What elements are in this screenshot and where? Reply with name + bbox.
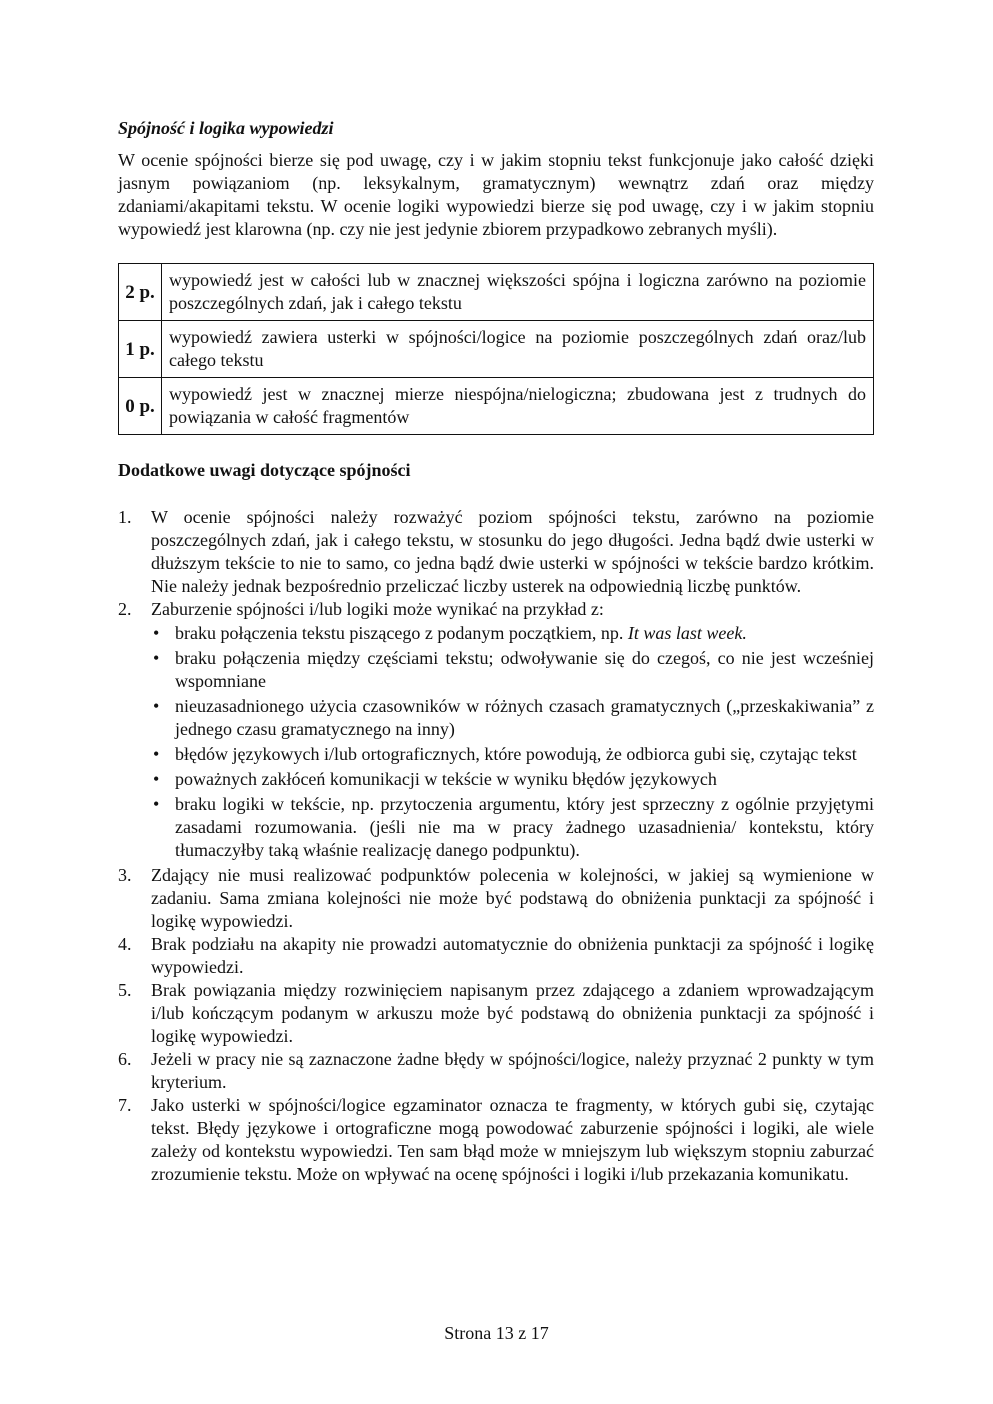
- item-number: 4.: [118, 934, 132, 954]
- bullet-icon: •: [153, 623, 160, 643]
- bullet-item: [151, 695, 874, 741]
- list-item: [118, 506, 874, 598]
- table-row: [119, 264, 874, 321]
- item-text: Brak powiązania między rozwinięciem napisanym przez zdającego a zdaniem wprowadzającym i/lub kończącym podanym w arkuszu może być podstawą do obniżenia punktacji za spójność i logikę wypowiedzi.: [151, 980, 874, 1046]
- bullet-icon: •: [153, 696, 160, 716]
- item-number: 2.: [118, 599, 132, 619]
- scoring-table: [118, 263, 874, 435]
- item-text: Brak podziału na akapity nie prowadzi automatycznie do obniżenia punktacji za spójność i logikę wypowiedzi.: [151, 934, 874, 977]
- bullet-text: braku połączenia tekstu piszącego z podanym początkiem, np.: [175, 623, 628, 643]
- item-text: Zaburzenie spójności i/lub logiki może wynikać na przykład z:: [151, 599, 604, 619]
- bullet-text: braku logiki w tekście, np. przytoczenia argumentu, który jest sprzeczny z ogólnie przyjętymi zasadami rozumowania. (jeśli nie ma w pracy żadnego uzasadnienia/ kontekstu, który tłumaczyłby taką właśnie realizację danego podpunktu).: [175, 794, 874, 860]
- item-number: 6.: [118, 1049, 132, 1069]
- points-cell: 1 p.: [119, 321, 162, 378]
- section-title-additional-notes: Dodatkowe uwagi dotyczące spójności: [118, 460, 411, 480]
- list-item: [118, 979, 874, 1048]
- bullet-text: nieuzasadnionego użycia czasowników w różnych czasach gramatycznych („przeskakiwania” z jednego czasu gramatycznego na inny): [175, 696, 874, 739]
- bullet-example: It was last week.: [627, 623, 747, 643]
- bullet-item: [151, 743, 874, 766]
- bullet-icon: •: [153, 744, 160, 764]
- description-cell: wypowiedź jest w całości lub w znacznej większości spójna i logiczna zarówno na poziomie poszczególnych zdań, jak i całego tekstu: [162, 264, 874, 321]
- table-row: [119, 321, 874, 378]
- bullet-icon: •: [153, 648, 160, 668]
- notes-list: [118, 506, 874, 1186]
- item-number: 1.: [118, 507, 132, 527]
- bullet-text: błędów językowych i/lub ortograficznych, które powodują, że odbiorca gubi się, czytając tekst: [175, 744, 857, 764]
- bullet-text: poważnych zakłóceń komunikacji w tekście w wyniku błędów językowych: [175, 769, 717, 789]
- list-item: [118, 1094, 874, 1186]
- table-row: [119, 378, 874, 435]
- description-cell: wypowiedź zawiera usterki w spójności/logice na poziomie poszczególnych zdań oraz/lub całego tekstu: [162, 321, 874, 378]
- item-number: 3.: [118, 865, 132, 885]
- bullet-item: [151, 768, 874, 791]
- bullet-icon: •: [153, 794, 160, 814]
- page-content: [118, 117, 874, 1186]
- list-item: [118, 598, 874, 862]
- item-text: Jako usterki w spójności/logice egzaminator oznacza te fragmenty, w których gubi się, czytając tekst. Błędy językowe i ortograficzne mogą powodować zaburzenie spójności i logiki, ale wiele zależy od kontekstu wypowiedzi. Ten sam błąd może w mniejszym lub większym stopniu zaburzać zrozumienie tekstu. Może on wpływać na ocenę spójności i logiki i/lub przekazania komunikatu.: [151, 1095, 874, 1184]
- list-item: [118, 1048, 874, 1094]
- item-number: 5.: [118, 980, 132, 1000]
- item-text: Zdający nie musi realizować podpunktów polecenia w kolejności, w jakiej są wymienione w zadaniu. Sama zmiana kolejności nie może być podstawą do obniżenia punktacji za spójność i logikę wypowiedzi.: [151, 865, 874, 931]
- bullet-item: [151, 793, 874, 862]
- list-item: [118, 864, 874, 933]
- bullet-text: braku połączenia między częściami tekstu; odwoływanie się do czegoś, co nie jest wcześniej wspomniane: [175, 648, 874, 691]
- item-number: 7.: [118, 1095, 132, 1115]
- bullet-icon: •: [153, 769, 160, 789]
- item-text: W ocenie spójności należy rozważyć poziom spójności tekstu, zarówno na poziomie poszczególnych zdań, jak i całego tekstu, w stosunku do jego długości. Jedna bądź dwie usterki w dłuższym tekście to nie to samo, co jedna bądź dwie usterki w spójności w tekście bardzo krótkim. Nie należy jednak bezpośrednio przeliczać liczby usterek na odpowiednią liczbę punktów.: [151, 507, 874, 596]
- points-cell: 0 p.: [119, 378, 162, 435]
- section-title-coherence: Spójność i logika wypowiedzi: [118, 118, 334, 138]
- bullet-item: [151, 622, 874, 645]
- item-text: Jeżeli w pracy nie są zaznaczone żadne błędy w spójności/logice, należy przyznać 2 punkty w tym kryterium.: [151, 1049, 874, 1092]
- section-intro: W ocenie spójności bierze się pod uwagę, czy i w jakim stopniu tekst funkcjonuje jako całość dzięki jasnym powiązaniom (np. leksykalnym, gramatycznym) wewnątrz zdań oraz między zdaniami/akapitami tekstu. W ocenie logiki wypowiedzi bierze się pod uwagę, czy i w jakim stopniu wypowiedź jest klarowna (np. czy nie jest jedynie zbiorem przypadkowo zebranych myśli).: [118, 150, 874, 239]
- page-number-footer: Strona 13 z 17: [444, 1323, 549, 1343]
- points-cell: 2 p.: [119, 264, 162, 321]
- bullet-item: [151, 647, 874, 693]
- description-cell: wypowiedź jest w znacznej mierze niespójna/nielogiczna; zbudowana jest z trudnych do powiązania w całość fragmentów: [162, 378, 874, 435]
- bullet-list: [151, 622, 874, 862]
- list-item: [118, 933, 874, 979]
